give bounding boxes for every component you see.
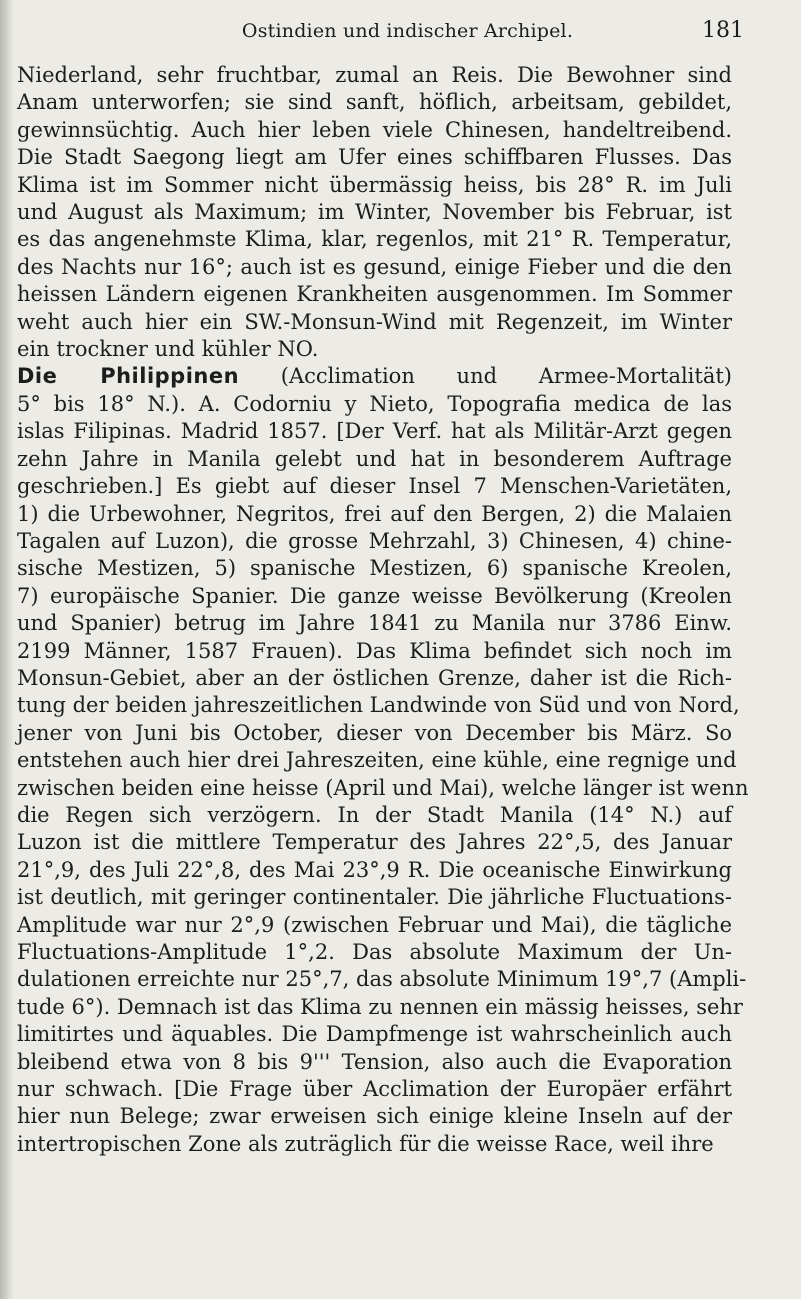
- text-line: hier nun Belege; zwar erweisen sich einige kleine Inseln auf der: [17, 1104, 732, 1129]
- text-line: entstehen auch hier drei Jahreszeiten, eine kühle, eine regnige und: [17, 748, 737, 773]
- book-page: [14, 0, 801, 1299]
- text-line: Anam unterworfen; sie sind sanft, höflich, arbeitsam, gebildet,: [17, 90, 732, 115]
- text-line: es das angenehmste Klima, klar, regenlos, mit 21° R. Temperatur,: [17, 227, 732, 252]
- text-line: heissen Ländern eigenen Krankheiten ausgenommen. Im Sommer: [17, 282, 732, 307]
- section-heading: Die Philippinen: [17, 364, 240, 389]
- section-heading-line: [17, 363, 732, 390]
- text-line: Monsun-Gebiet, aber an der östlichen Grenze, daher ist die Rich-: [17, 665, 732, 690]
- body-text: [17, 62, 749, 1158]
- text-line: zwischen beiden eine heisse (April und Mai), welche länger ist wenn: [17, 775, 749, 800]
- text-line: islas Filipinas. Madrid 1857. [Der Verf. hat als Militär-Arzt gegen: [17, 419, 732, 444]
- text-line: 21°,9, des Juli 22°,8, des Mai 23°,9 R. Die oceanische Einwirkung: [17, 857, 732, 882]
- text-line: 1) die Urbewohner, Negritos, frei auf den Bergen, 2) die Malaien: [17, 501, 732, 526]
- text-line: Tagalen auf Luzon), die grosse Mehrzahl, 3) Chinesen, 4) chine-: [17, 528, 732, 553]
- text-line: und August als Maximum; im Winter, November bis Februar, ist: [17, 200, 732, 225]
- text-line: tung der beiden jahreszeitlichen Landwinde von Süd und von Nord,: [17, 693, 740, 718]
- text-line: jener von Juni bis October, dieser von December bis März. So: [17, 720, 732, 745]
- text-line: die Regen sich verzögern. In der Stadt Manila (14° N.) auf: [17, 802, 732, 827]
- text-line: ist deutlich, mit geringer continentaler. Die jährliche Fluctuations-: [17, 885, 732, 910]
- text-line: und Spanier) betrug im Jahre 1841 zu Manila nur 3786 Einw.: [17, 611, 732, 636]
- running-title: Ostindien und indischer Archipel.: [241, 20, 574, 42]
- text-line: 2199 Männer, 1587 Frauen). Das Klima befindet sich noch im: [17, 638, 732, 663]
- text-line: limitirtes und äquables. Die Dampfmenge ist wahrscheinlich auch: [17, 1022, 732, 1047]
- text-line: zehn Jahre in Manila gelebt und hat in besonderem Auftrage: [17, 446, 732, 471]
- page-number: 181: [702, 18, 744, 43]
- text-line: Luzon ist die mittlere Temperatur des Jahres 22°,5, des Januar: [17, 830, 732, 855]
- text-line: geschrieben.] Es giebt auf dieser Insel 7 Menschen-Varietäten,: [17, 474, 732, 499]
- text-line: ein trockner und kühler NO.: [17, 337, 319, 362]
- text-line: gewinnsüchtig. Auch hier leben viele Chinesen, handeltreibend.: [17, 117, 732, 142]
- text-line: weht auch hier ein SW.-Monsun-Wind mit Regenzeit, im Winter: [17, 309, 732, 334]
- text-line: dulationen erreichte nur 25°,7, das absolute Minimum 19°,7 (Ampli-: [17, 967, 747, 992]
- text-line: 7) europäische Spanier. Die ganze weisse Bevölkerung (Kreolen: [17, 583, 732, 608]
- text-line: Amplitude war nur 2°,9 (zwischen Februar und Mai), die tägliche: [17, 912, 732, 937]
- text-line: Die Stadt Saegong liegt am Ufer eines schiffbaren Flusses. Das: [17, 145, 732, 170]
- text-line: sische Mestizen, 5) spanische Mestizen, 6) spanische Kreolen,: [17, 556, 732, 581]
- text-line: 5° bis 18° N.). A. Codorniu y Nieto, Topografia medica de las: [17, 391, 732, 416]
- text-line: tude 6°). Demnach ist das Klima zu nennen ein mässig heisses, sehr: [17, 994, 743, 1019]
- page-gutter-shadow: [0, 0, 14, 1299]
- text-line: intertropischen Zone als zuträglich für die weisse Race, weil ihre: [17, 1131, 714, 1156]
- text-line: bleibend etwa von 8 bis 9''' Tension, also auch die Evaporation: [17, 1049, 732, 1074]
- text-line: Fluctuations-Amplitude 1°,2. Das absolute Maximum der Un-: [17, 940, 732, 964]
- section-heading-subtitle: (Acclimation und Armee-Mortalität): [239, 364, 732, 389]
- text-line: nur schwach. [Die Frage über Acclimation der Europäer erfährt: [17, 1077, 732, 1102]
- text-line: Klima ist im Sommer nicht übermässig heiss, bis 28° R. im Juli: [17, 172, 732, 197]
- text-line: des Nachts nur 16°; auch ist es gesund, einige Fieber und die den: [17, 254, 732, 279]
- text-line: Niederland, sehr fruchtbar, zumal an Reis. Die Bewohner sind: [17, 63, 732, 87]
- running-header: [14, 14, 801, 54]
